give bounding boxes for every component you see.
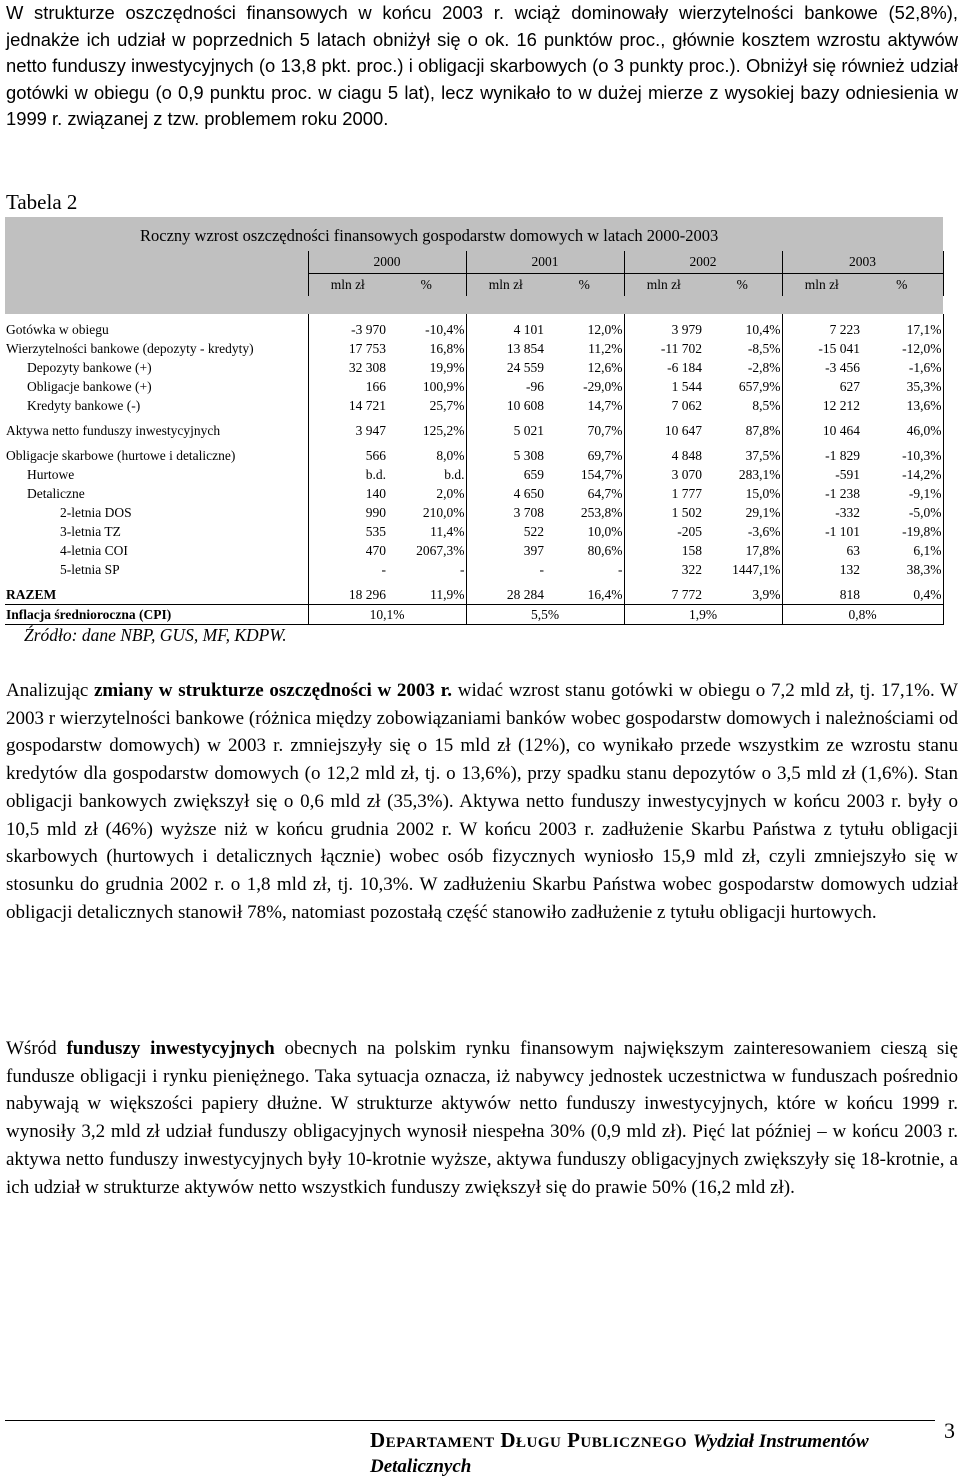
subheader-cell: % bbox=[736, 277, 748, 292]
table-body bbox=[5, 314, 944, 625]
cell-value: 29,1% bbox=[745, 504, 781, 520]
row-label: Inflacja średnioroczna (CPI) bbox=[5, 605, 308, 625]
row-label: 3-letnia TZ bbox=[60, 523, 121, 539]
cell-value: -15 041 bbox=[782, 339, 861, 358]
cell-value: 14 721 bbox=[308, 396, 387, 415]
cell-value: 4 101 bbox=[466, 320, 545, 339]
row-label: Obligacje skarbowe (hurtowe i detaliczne) bbox=[6, 447, 236, 463]
cell-value: 158 bbox=[624, 541, 703, 560]
analysis-paragraph-bold: zmiany w strukturze oszczędności w 2003 r. bbox=[94, 680, 453, 701]
table-label: Tabela 2 bbox=[6, 190, 78, 214]
cell-value: 12 212 bbox=[782, 396, 861, 415]
cell-value: 17,1% bbox=[861, 320, 943, 339]
cell-value: -1 829 bbox=[782, 446, 861, 465]
cell-value: 3 708 bbox=[466, 503, 545, 522]
cell-value: 657,9% bbox=[738, 378, 781, 394]
subheader-cell: mln zł bbox=[308, 274, 387, 297]
cell-value: - bbox=[466, 560, 545, 579]
cell-value: 1 502 bbox=[624, 503, 703, 522]
cell-value: 140 bbox=[308, 484, 387, 503]
cell-value: 24 559 bbox=[466, 358, 545, 377]
intro-paragraph: W strukturze oszczędności finansowych w końcu 2003 r. wciąż dominowały wierzytelności bankowe (52,8%), jednakże ich udział w poprzednich 5 latach obniżył się o ok. 16 punktów proc., głównie kosztem wzrostu aktywów netto funduszy inwestycyjnych (o 13,8 pkt. proc.) i obligacji skarbowych (o 3 punkty proc.). Obniżył się również udział gotówki w obiegu (o 0,9 punktu proc. w ciagu 5 lat), lecz wynikało to w dużej mierze z wysokiej bazy odniesienia w 1999 r. związanej z tzw. problemem roku 2000. bbox=[6, 2, 958, 129]
table-row bbox=[5, 358, 943, 377]
subheader-cell: % bbox=[578, 277, 590, 292]
row-label: Aktywa netto funduszy inwestycyjnych bbox=[6, 422, 221, 438]
cell-value: - bbox=[618, 561, 623, 577]
cell-value: -3 456 bbox=[782, 358, 861, 377]
table-caption: Roczny wzrost oszczędności finansowych gospodarstw domowych w latach 2000-2003 bbox=[140, 226, 719, 245]
subheader-cell: % bbox=[861, 274, 943, 297]
cell-value: 125,2% bbox=[422, 422, 465, 438]
cell-value: -6 184 bbox=[624, 358, 703, 377]
cell-value: 11,2% bbox=[588, 340, 623, 356]
cell-value: -10,4% bbox=[425, 321, 465, 337]
cell-value: b.d. bbox=[444, 466, 465, 482]
cell-value: 35,3% bbox=[861, 377, 943, 396]
table-row bbox=[5, 503, 943, 522]
cell-value: 1447,1% bbox=[732, 561, 781, 577]
cell-value: 10 464 bbox=[782, 421, 861, 440]
row-label: Kredyty bankowe (-) bbox=[27, 397, 141, 413]
page-footer bbox=[370, 1428, 960, 1478]
cell-value: 64,7% bbox=[587, 485, 623, 501]
cell-value: 3,9% bbox=[703, 585, 782, 605]
cell-value: 990 bbox=[308, 503, 387, 522]
cell-value: 17 753 bbox=[308, 339, 387, 358]
cell-value: 19,9% bbox=[429, 359, 465, 375]
table-header-grid bbox=[5, 251, 944, 314]
subheader-cell: mln zł bbox=[624, 274, 703, 297]
table-row bbox=[5, 541, 943, 560]
cell-value: -29,0% bbox=[583, 378, 623, 394]
analysis-paragraph-lead: Analizując bbox=[6, 680, 94, 701]
cell-value: 7 772 bbox=[624, 585, 703, 605]
cell-value: -332 bbox=[782, 503, 861, 522]
cell-value: 1 544 bbox=[624, 377, 703, 396]
footer-department: Departament Długu Publicznego bbox=[370, 1428, 688, 1452]
cell-value: 25,7% bbox=[429, 397, 465, 413]
cell-value: 5 021 bbox=[466, 421, 545, 440]
cell-value: 3 979 bbox=[624, 320, 703, 339]
cell-value: 166 bbox=[308, 377, 387, 396]
cell-value: 253,8% bbox=[580, 504, 623, 520]
row-label: 2-letnia DOS bbox=[60, 504, 132, 520]
subheader-cell: % bbox=[420, 277, 432, 292]
cell-value: 522 bbox=[466, 522, 545, 541]
cell-value: 11,9% bbox=[387, 585, 466, 605]
cell-value: 13,6% bbox=[861, 396, 943, 415]
cell-value: 69,7% bbox=[587, 447, 623, 463]
cell-value: 8,5% bbox=[752, 397, 781, 413]
cell-value: -1,6% bbox=[861, 358, 943, 377]
inflation-value: 1,9% bbox=[624, 605, 782, 625]
row-label: Hurtowe bbox=[27, 466, 75, 482]
cell-value: -14,2% bbox=[861, 465, 943, 484]
cell-value: 0,4% bbox=[861, 585, 943, 605]
cell-value: 818 bbox=[782, 585, 861, 605]
cell-value: - bbox=[308, 560, 387, 579]
cell-value: 210,0% bbox=[422, 504, 465, 520]
cell-value: 87,8% bbox=[745, 422, 781, 438]
cell-value: -5,0% bbox=[861, 503, 943, 522]
cell-value: -96 bbox=[466, 377, 545, 396]
year-header-2002: 2002 bbox=[624, 251, 782, 274]
table-source: Źródło: dane NBP, GUS, MF, KDPW. bbox=[24, 625, 287, 645]
funds-paragraph bbox=[6, 1035, 958, 1201]
data-table bbox=[5, 217, 943, 625]
cell-value: 28 284 bbox=[466, 585, 545, 605]
cell-value: 3 947 bbox=[308, 421, 387, 440]
analysis-paragraph bbox=[6, 677, 958, 926]
year-header-2000: 2000 bbox=[308, 251, 466, 274]
cell-value: 566 bbox=[308, 446, 387, 465]
table-row bbox=[5, 320, 943, 339]
cell-value: 13 854 bbox=[466, 339, 545, 358]
table-row bbox=[5, 339, 943, 358]
table-row bbox=[5, 484, 943, 503]
cell-value: 535 bbox=[308, 522, 387, 541]
row-label: Depozyty bankowe (+) bbox=[27, 359, 152, 375]
cell-value: -591 bbox=[782, 465, 861, 484]
row-label: Gotówka w obiegu bbox=[6, 321, 109, 337]
cell-value: -1 101 bbox=[782, 522, 861, 541]
subheader-row bbox=[5, 274, 943, 297]
footer-rule bbox=[5, 1420, 935, 1421]
table-row bbox=[5, 446, 943, 465]
page-number: 3 bbox=[944, 1418, 955, 1443]
subheader-cell: mln zł bbox=[466, 274, 545, 297]
cell-value: 15,0% bbox=[745, 485, 781, 501]
cell-value: 16,4% bbox=[545, 585, 624, 605]
cell-value: -205 bbox=[624, 522, 703, 541]
cell-value: -9,1% bbox=[861, 484, 943, 503]
cell-value: 2,0% bbox=[436, 485, 465, 501]
cell-value: -3,6% bbox=[747, 523, 781, 539]
cell-value: 10 608 bbox=[466, 396, 545, 415]
cell-value: -1 238 bbox=[782, 484, 861, 503]
cell-value: 46,0% bbox=[861, 421, 943, 440]
row-label: 5-letnia SP bbox=[60, 561, 120, 577]
table-row bbox=[5, 560, 943, 579]
cell-value: 4 650 bbox=[466, 484, 545, 503]
cell-value: 17,8% bbox=[745, 542, 781, 558]
table-header bbox=[5, 217, 943, 314]
cell-value: 2067,3% bbox=[416, 542, 465, 558]
total-row bbox=[5, 585, 943, 605]
cell-value: 10,0% bbox=[587, 523, 623, 539]
cell-value: 283,1% bbox=[738, 466, 781, 482]
funds-paragraph-lead: Wśród bbox=[6, 1038, 67, 1059]
cell-value: 38,3% bbox=[861, 560, 943, 579]
cell-value: -3 970 bbox=[308, 320, 387, 339]
row-label: RAZEM bbox=[5, 585, 308, 605]
table-row bbox=[5, 421, 943, 440]
cell-value: 11,4% bbox=[430, 523, 465, 539]
row-label: 4-letnia COI bbox=[60, 542, 128, 558]
cell-value: 7 223 bbox=[782, 320, 861, 339]
cell-value: 37,5% bbox=[745, 447, 781, 463]
cell-value: 659 bbox=[466, 465, 545, 484]
cell-value: 18 296 bbox=[308, 585, 387, 605]
cell-value: 12,0% bbox=[587, 321, 623, 337]
cell-value: 3 070 bbox=[624, 465, 703, 484]
cell-value: 397 bbox=[466, 541, 545, 560]
cell-value: -12,0% bbox=[861, 339, 943, 358]
cell-value: 6,1% bbox=[861, 541, 943, 560]
cell-value: 8,0% bbox=[436, 447, 465, 463]
table-row bbox=[5, 465, 943, 484]
cell-value: 10 647 bbox=[624, 421, 703, 440]
cell-value: 322 bbox=[624, 560, 703, 579]
cell-value: -8,5% bbox=[747, 340, 781, 356]
cell-value: 470 bbox=[308, 541, 387, 560]
table-row bbox=[5, 522, 943, 541]
cell-value: 16,8% bbox=[429, 340, 465, 356]
funds-paragraph-body: obecnych na polskim rynku finansowym największym zainteresowaniem cieszą się fundusze obligacji i rynku pieniężnego. Taka sytuacja oznacza, iż nabywcy jednostek uczestnictwa w funduszach pośrednio nabywają w większości papiery dłużne. W strukturze aktywów netto funduszy inwestycyjnych, które w końcu 1999 r. wynosiły 3,2 mld zł udział funduszy obligacyjnych wynosił niespełna 30% (0,9 mld zł). Pięć lat później – w końcu 2003 r. aktywa netto funduszy inwestycyjnych były 10-krotnie wyższe, aktywa funduszy obligacyjnych zwiększyły się 18-krotnie, a ich udział w strukturze aktywów netto wszystkich funduszy zwiększył się do prawie 50% (16,2 mld zł). bbox=[6, 1038, 958, 1198]
cell-value: 7 062 bbox=[624, 396, 703, 415]
cell-value: 12,6% bbox=[587, 359, 623, 375]
analysis-paragraph-body: widać wzrost stanu gotówki w obiegu o 7,2 mld zł, tj. 17,1%. W 2003 r wierzytelności bankowe (różnica między zobowiązaniami banków wobec gospodarstw domowych i należnościami od gospodarstw domowych) w 2003 r. zmniejszyły się o 15 mld zł (12%), co wynikało przede wszystkim ze wzrostu stanu kredytów dla gospodarstw domowych (o 12,2 mld zł, tj. o 13,6%), przy spadku stanu depozytów o 3,5 mld zł (1,6%). Stan obligacji bankowych zwiększył się o 0,6 mld zł (35,3%). Aktywa netto funduszy inwestycyjnych w końcu 2003 r. były o 10,5 mld zł (46%) wyższe niż w końcu grudnia 2002 r. W końcu 2003 r. zadłużenie Skarbu Państwa z tytułu obligacji skarbowych (hurtowych i detalicznych łącznie) wobec osób fizycznych wyniosło 15,9 mld zł, czyli zmniejszyło się w stosunku do grudnia 2002 r. o 1,8 mld zł, tj. 10,3%. W zadłużeniu Skarbu Państwa wobec gospodarstw domowych udział obligacji detalicznych stanowił 78%, natomiast pozostałą część stanowiło zadłużenie z tytułu obligacji hurtowych. bbox=[6, 680, 958, 923]
cell-value: 10,4% bbox=[745, 321, 781, 337]
cell-value: 32 308 bbox=[308, 358, 387, 377]
subheader-cell: mln zł bbox=[782, 274, 861, 297]
table-row bbox=[5, 396, 943, 415]
year-header-2003: 2003 bbox=[782, 251, 943, 274]
inflation-value: 10,1% bbox=[308, 605, 466, 625]
cell-value: -2,8% bbox=[747, 359, 781, 375]
cell-value: -19,8% bbox=[861, 522, 943, 541]
cell-value: 627 bbox=[782, 377, 861, 396]
row-label: Wierzytelności bankowe (depozyty - kredyty) bbox=[6, 340, 254, 356]
cell-value: 14,7% bbox=[587, 397, 623, 413]
cell-value: 70,7% bbox=[587, 422, 623, 438]
table-row bbox=[5, 377, 943, 396]
inflation-row bbox=[5, 605, 943, 625]
cell-value: 4 848 bbox=[624, 446, 703, 465]
funds-paragraph-bold: funduszy inwestycyjnych bbox=[66, 1038, 275, 1059]
cell-value: 80,6% bbox=[587, 542, 623, 558]
inflation-value: 5,5% bbox=[466, 605, 624, 625]
row-label: Obligacje bankowe (+) bbox=[27, 378, 152, 394]
cell-value: 5 308 bbox=[466, 446, 545, 465]
inflation-value: 0,8% bbox=[782, 605, 943, 625]
cell-value: - bbox=[460, 561, 465, 577]
cell-value: b.d. bbox=[308, 465, 387, 484]
year-header-2001: 2001 bbox=[466, 251, 624, 274]
cell-value: 63 bbox=[782, 541, 861, 560]
cell-value: 1 777 bbox=[624, 484, 703, 503]
cell-value: -11 702 bbox=[624, 339, 703, 358]
cell-value: 132 bbox=[782, 560, 861, 579]
row-label: Detaliczne bbox=[27, 485, 85, 501]
cell-value: -10,3% bbox=[861, 446, 943, 465]
cell-value: 100,9% bbox=[422, 378, 465, 394]
cell-value: 154,7% bbox=[580, 466, 623, 482]
footer-division: Wydział Instrumentów Detalicznych bbox=[370, 1431, 869, 1477]
